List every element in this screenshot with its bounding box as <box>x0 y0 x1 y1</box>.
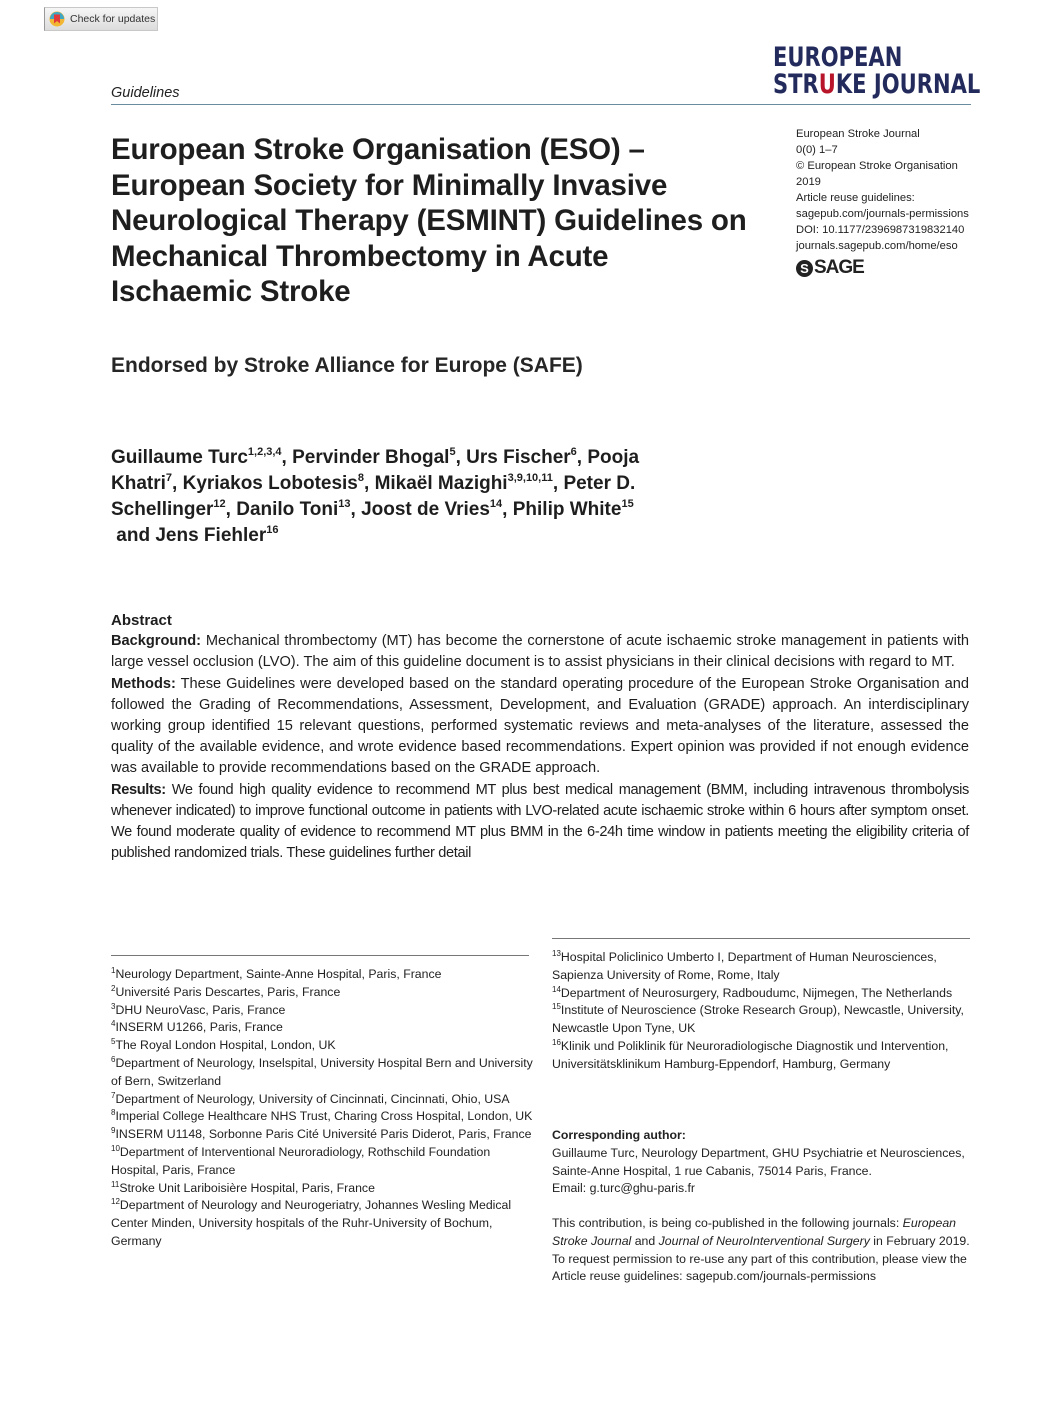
affiliation: $^6$Department of Neurology, Inselspital, University Hospital Bern and University of Bern, Switzerland <box>111 1054 533 1088</box>
affiliation: $^9$INSERM U1148, Sorbonne Paris Cité Université Paris Diderot, Paris, France <box>111 1126 532 1142</box>
author-separator: , <box>350 499 362 520</box>
footnote-rule-left <box>111 955 529 956</box>
affiliations-right <box>552 949 977 1074</box>
author: Peter D. Schellinger <box>111 473 636 520</box>
permission-text: To request permission to re-use any part of this contribution, please view the Article reuse guidelines: sagepub.com/journals-permissions <box>552 1251 967 1284</box>
author-affiliation-marker: 12 <box>213 498 226 510</box>
affiliation: $^8$Imperial College Healthcare NHS Trust, Charing Cross Hospital, London, UK <box>111 1108 533 1124</box>
author: Joost de Vries <box>361 499 490 520</box>
author-affiliation-marker: 8 <box>357 472 364 484</box>
author-affiliation-marker: 14 <box>489 498 503 510</box>
journal-logo[interactable] <box>773 42 981 100</box>
affiliation: $^5$The Royal London Hospital, London, UK <box>111 1037 336 1053</box>
affiliations-left <box>111 966 536 1251</box>
header-rule <box>111 104 971 105</box>
author-affiliation-marker: 7 <box>165 472 173 484</box>
author: Pooja Khatri <box>111 447 640 494</box>
check-for-updates-button[interactable] <box>44 7 158 31</box>
author-separator: , <box>502 499 513 520</box>
author-affiliation-marker: 16 <box>266 524 279 536</box>
sage-s-icon: S <box>796 260 813 277</box>
affiliation: $^{11}$Stroke Unit Lariboisière Hospital, Paris, France <box>111 1179 375 1195</box>
check-for-updates-label: Check for updates <box>70 13 156 25</box>
article-subtitle: Endorsed by Stroke Alliance for Europe (SAFE) <box>111 354 583 377</box>
author-affiliation-marker: 3,9,10,11 <box>507 472 553 484</box>
author-separator: , <box>576 447 588 468</box>
author-affiliation-marker: 1,2,3,4 <box>247 446 282 458</box>
author-list <box>111 445 711 549</box>
abstract-heading: Abstract <box>111 612 172 629</box>
author: Mikaël Mazighi <box>374 473 508 494</box>
affiliation: $^3$DHU NeuroVasc, Paris, France <box>111 1001 286 1017</box>
author-affiliation-marker: 6 <box>570 446 577 458</box>
journal-meta <box>796 126 986 254</box>
corresponding-email-line: Email: g.turc@ghu-paris.fr <box>552 1181 696 1196</box>
affiliation: $^{15}$Institute of Neuroscience (Stroke Research Group), Newcastle, University, Newcastle Upon Tyne, UK <box>552 1002 964 1036</box>
affiliation: $^{13}$Hospital Policlinico Umberto I, Department of Human Neurosciences, Sapienza University of Rome, Rome, Italy <box>552 949 937 982</box>
affiliation: $^7$Department of Neurology, University of Cincinnati, Cincinnati, Ohio, USA <box>111 1090 510 1106</box>
journal-name: European Stroke Journal <box>796 128 920 140</box>
abstract <box>111 610 969 864</box>
author-separator: , <box>455 447 467 468</box>
copublication-note <box>552 1215 982 1286</box>
corresponding-address: Guillaume Turc, Neurology Department, GHU Psychiatrie et Neurosciences, Sainte-Anne Hospital, 1 rue Cabanis, 75014 Paris, France. <box>552 1145 965 1178</box>
reuse-link[interactable]: sagepub.com/journals-permissions <box>796 208 969 220</box>
author: Urs Fischer <box>466 447 571 468</box>
corresponding-author <box>552 1127 982 1198</box>
bookmark-update-icon <box>49 11 65 27</box>
author: Guillaume Turc <box>111 447 248 468</box>
affiliation: $^{12}$Department of Neurology and Neurogeriatry, Johannes Wesling Medical Center Minden, University hospitals of the Ruhr-University of Bochum, Germany <box>111 1197 512 1248</box>
copyright-year: 2019 <box>796 176 821 188</box>
affiliation: $^1$Neurology Department, Sainte-Anne Hospital, Paris, France <box>111 966 442 981</box>
reuse-label: Article reuse guidelines: <box>796 192 915 204</box>
logo-line-2: STRUKE JOURNAL <box>773 69 981 100</box>
author-separator: , <box>281 447 293 468</box>
doi[interactable]: DOI: 10.1177/2396987319832140 <box>796 224 965 236</box>
author: Jens Fiehler <box>155 525 267 546</box>
author: Pervinder Bhogal <box>292 447 450 468</box>
copyright: © European Stroke Organisation <box>796 160 958 172</box>
copublication-text: This contribution, is being co-published in the following journals: European Stroke Journal and Journal of NeuroInterventional Surgery in February 2019. <box>552 1216 970 1248</box>
section-label: Guidelines <box>111 85 180 101</box>
footnote-rule-right <box>552 938 970 939</box>
author-separator: , <box>552 473 564 494</box>
journal-url[interactable]: journals.sagepub.com/home/eso <box>796 240 958 252</box>
affiliation: $^{16}$Klinik und Poliklinik für Neuroradiologische Diagnostik und Intervention, Universitätsklinikum Hamburg-Eppendorf, Hamburg, Germany <box>552 1037 949 1071</box>
volume-pages: 0(0) 1–7 <box>796 144 838 156</box>
logo-line-1: EUROPEAN <box>773 42 903 73</box>
affiliation: $^2$Université Paris Descartes, Paris, France <box>111 983 341 999</box>
affiliation: $^{14}$Department of Neurosurgery, Radboudumc, Nijmegen, The Netherlands <box>552 984 953 1000</box>
author-separator: , <box>364 473 375 494</box>
author: Kyriakos Lobotesis <box>182 473 358 494</box>
article-title: European Stroke Organisation (ESO) – European Society for Minimally Invasive Neurological Therapy (ESMINT) Guidelines on Mechanical Thrombectomy in Acute Ischaemic Stroke <box>111 133 747 308</box>
logo-accent-letter: U <box>818 69 836 100</box>
author-affiliation-marker: 13 <box>338 498 351 510</box>
author: Danilo Toni <box>236 499 339 520</box>
sage-logo: S SAGE <box>796 257 864 279</box>
author-separator: and <box>111 525 156 546</box>
corresponding-email[interactable]: g.turc@ghu-paris.fr <box>589 1181 696 1196</box>
affiliation: $^{10}$Department of Interventional Neuroradiology, Rothschild Foundation Hospital, Paris, France <box>111 1143 491 1177</box>
abstract-results: Results: We found high quality evidence to recommend MT plus best medical management (BMM, including intravenous thrombolysis whenever indicated) to improve functional outcome in patients with LVO-related acute ischaemic stroke within 6 hours after symptom onset. We found moderate quality of evidence to recommend MT plus BMM in the 6-24h time window in patients meeting the eligibility criteria of published randomized trials. These guidelines further detail <box>111 781 969 862</box>
author: Philip White <box>512 499 622 520</box>
abstract-background: Background: Mechanical thrombectomy (MT) has become the cornerstone of acute ischaemic stroke management in patients with large vessel occlusion (LVO). The aim of this guideline document is to assist physicians in their clinical decisions with regard to MT. <box>111 633 970 671</box>
affiliation: $^4$INSERM U1266, Paris, France <box>111 1019 283 1035</box>
author-affiliation-marker: 5 <box>449 446 456 458</box>
corresponding-heading: Corresponding author: <box>552 1128 686 1142</box>
author-affiliation-marker: 15 <box>621 498 634 510</box>
author-separator: , <box>172 473 183 494</box>
author-separator: , <box>225 499 237 520</box>
abstract-methods: Methods: These Guidelines were developed based on the standard operating procedure of the European Stroke Organisation and followed the Grading of Recommendations, Assessment, Development, and Evaluation (GRADE) approach. An interdisciplinary working group identified 15 relevant questions, performed systematic reviews and meta-analyses of the literature, assessed the quality of the available evidence, and wrote evidence based recommendations. Expert opinion was provided if not enough evidence was available to provide recommendations based on the GRADE approach. <box>111 675 969 777</box>
